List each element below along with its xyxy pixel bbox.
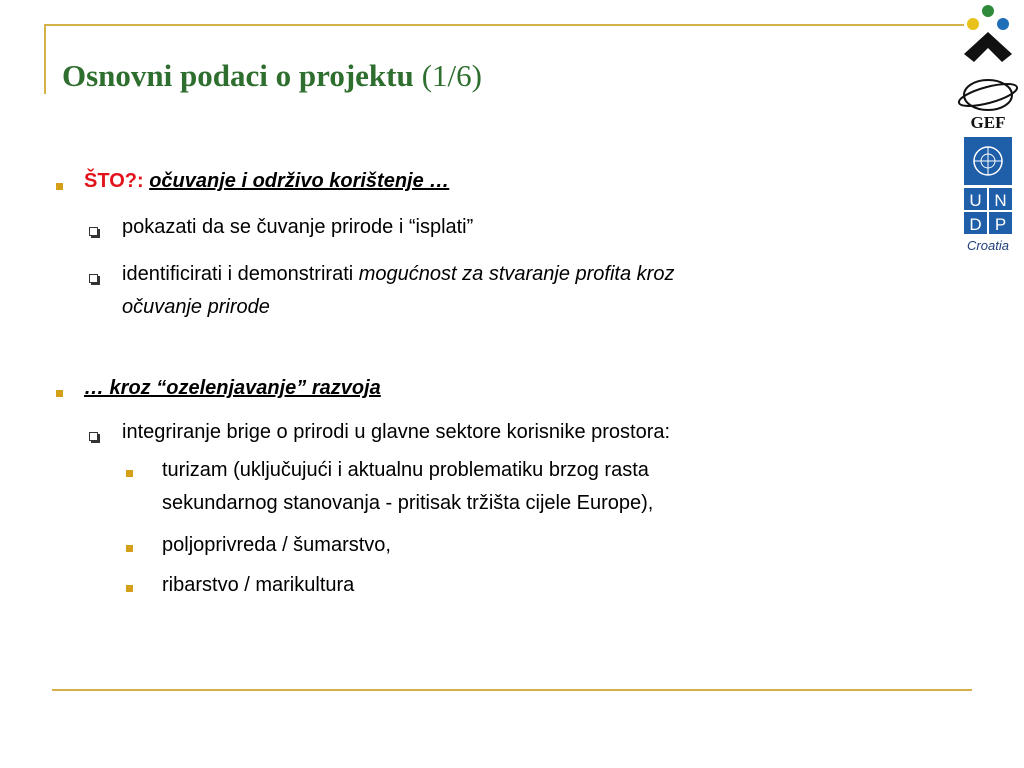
bullet-2-item-1-line-2: sekundarnog stanovanja - pritisak tržišta cijele Europe), — [162, 492, 654, 514]
bullet-square-icon — [126, 585, 133, 592]
bullet-1-sub-2-line-2: očuvanje prirode — [122, 296, 270, 318]
bullet-2 — [84, 377, 381, 400]
bullet-2-item-1-line-1: turizam (uključujući i aktualnu problematiku brzog rasta — [162, 459, 649, 481]
undp-letter-n: N — [994, 191, 1007, 210]
bullet-box-icon — [89, 274, 98, 283]
bullet-1-sub-1: pokazati da se čuvanje prirode i “isplati” — [122, 216, 474, 238]
bullet-square-icon — [56, 390, 63, 397]
bottom-rule — [52, 689, 972, 691]
undp-letter-p: P — [994, 215, 1007, 234]
bullet-2-sub-1: integriranje brige o prirodi u glavne sektore korisnike prostora: — [122, 421, 671, 443]
bullet-square-icon — [126, 545, 133, 552]
bullet-2-text: … kroz “ozelenjavanje” razvoja — [84, 377, 381, 399]
bullet-2-item-2: poljoprivreda / šumarstvo, — [162, 534, 391, 556]
bullet-box-icon — [89, 227, 98, 236]
bullet-1-text: očuvanje i održivo korištenje … — [149, 170, 450, 192]
page-indicator: (1/6) — [421, 58, 482, 93]
country-label: Croatia — [967, 238, 1009, 253]
bullet-square-icon — [56, 183, 63, 190]
bullet-1-sub-2-line-1 — [122, 263, 674, 286]
undp-letter-d: D — [969, 215, 982, 234]
bullet-square-icon — [126, 470, 133, 477]
undp-letter-u: U — [969, 191, 982, 210]
bullet-1-sub-2-plain: identificirati i demonstrirati — [122, 263, 359, 285]
bullet-1-sub-2-italic: mogućnost za stvaranje profita kroz — [358, 263, 675, 285]
gef-label: GEF — [970, 113, 1006, 132]
bullet-1 — [84, 170, 449, 193]
slide-title-text: Osnovni podaci o projektu — [62, 58, 414, 93]
bullet-1-prefix: ŠTO?: — [84, 170, 144, 192]
bullet-box-icon — [89, 432, 98, 441]
bullet-2-item-3: ribarstvo / marikultura — [162, 574, 355, 596]
